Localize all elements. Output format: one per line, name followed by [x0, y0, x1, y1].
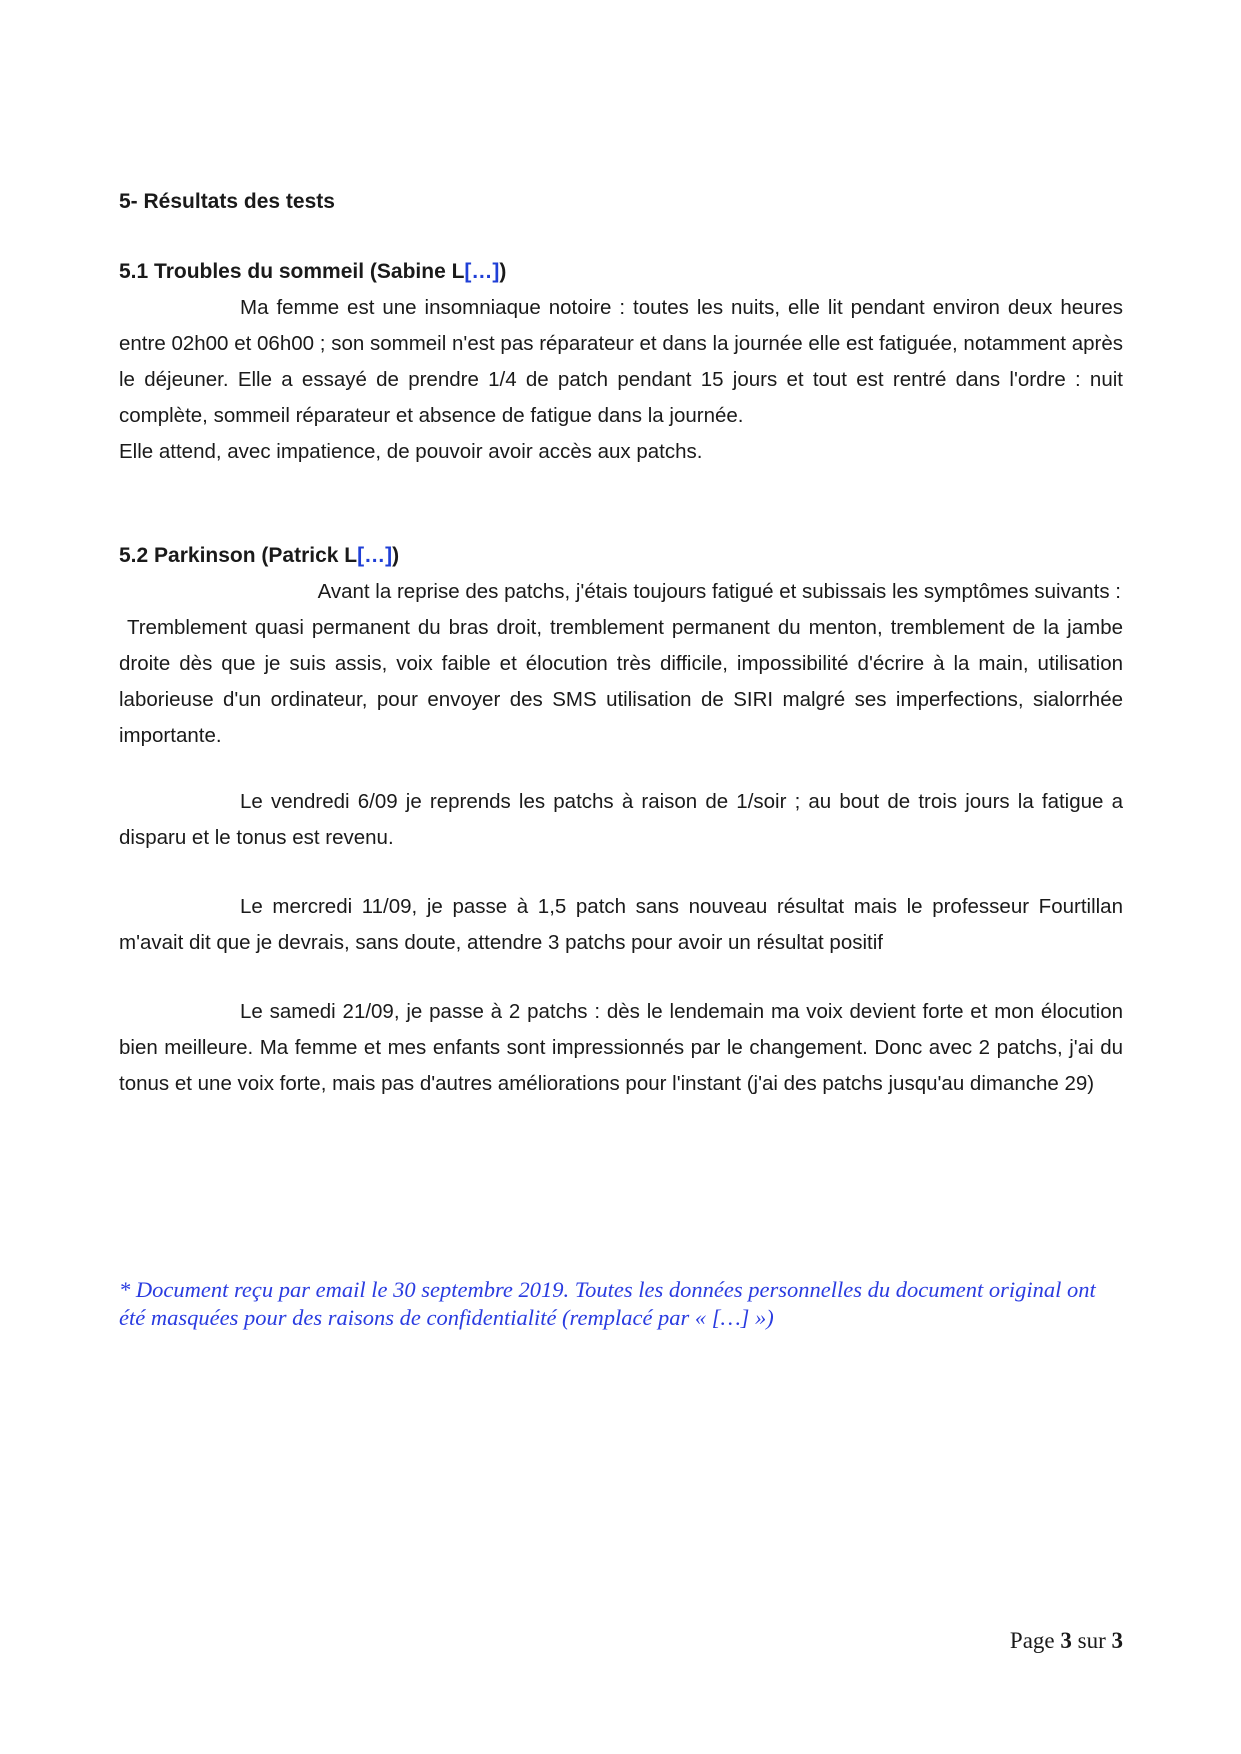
footer-of-word: sur	[1071, 1628, 1112, 1653]
section-5-2-paragraph-1109	[119, 889, 1123, 961]
footer-page-number: 3	[1060, 1628, 1072, 1653]
section-5-2-intro-text: Avant la reprise des patchs, j'étais toujours fatigué et subissais les symptômes suivants :	[317, 580, 1121, 603]
section-5-1-conclusion-text: Elle attend, avec impatience, de pouvoir avoir accès aux patchs.	[119, 440, 703, 463]
confidentiality-note	[119, 1276, 1123, 1332]
section-5-2-heading-text: 5.2 Parkinson (Patrick L	[119, 544, 358, 567]
page-footer	[1010, 1628, 1123, 1654]
section-5-2-paragraph-2109	[119, 994, 1123, 1102]
section-5-2-paragraph-0609	[119, 784, 1123, 856]
section-5-2-intro	[119, 574, 1123, 610]
footer-page-word: Page	[1009, 1628, 1061, 1653]
paragraph-2109-text: Le samedi 21/09, je passe à 2 patchs : dès le lendemain ma voix devient forte et mon élocution bien meilleure. Ma femme et mes enfants sont impressionnés par le changement. Donc avec 2 patchs, j'ai du tonus et une voix forte, mais pas d'autres améliorations pour l'instant (j'ai des patchs jusqu'au dimanche 29)	[119, 1000, 1123, 1095]
section-5-1-heading-text: 5.1 Troubles du sommeil (Sabine L	[119, 260, 465, 283]
paragraph-1109-text: Le mercredi 11/09, je passe à 1,5 patch sans nouveau résultat mais le professeur Fourtillan m'avait dit que je devrais, sans doute, attendre 3 patchs pour avoir un résultat positif	[119, 895, 1123, 954]
section-5-1-paragraph-text: Ma femme est une insomniaque notoire : toutes les nuits, elle lit pendant environ deux heures entre 02h00 et 06h00 ; son sommeil n'est pas réparateur et dans la journée elle est fatiguée, notamment après le déjeuner. Elle a essayé de prendre 1/4 de patch pendant 15 jours et tout est rentré dans l'ordre : nuit complète, sommeil réparateur et absence de fatigue dans la journée.	[119, 296, 1123, 427]
section-5-heading-text: 5- Résultats des tests	[119, 190, 335, 213]
section-5-2-symptoms-text: Tremblement quasi permanent du bras droit, tremblement permanent du menton, tremblement de la jambe droite dès que je suis assis, voix faible et élocution très difficile, impossibilité d'écrire à la main, utilisation laborieuse d'un ordinateur, pour envoyer des SMS utilisation de SIRI malgré ses imperfections, sialorrhée importante.	[119, 616, 1129, 747]
section-5-2-heading-close: )	[392, 544, 400, 567]
paragraph-0609-text: Le vendredi 6/09 je reprends les patchs à raison de 1/soir ; au bout de trois jours la fatigue a disparu et le tonus est revenu.	[119, 790, 1123, 849]
section-5-1-heading	[119, 260, 1123, 284]
confidentiality-note-text: * Document reçu par email le 30 septembre 2019. Toutes les données personnelles du document original ont été masquées pour des raisons de confidentialité (remplacé par « […] »)	[119, 1277, 1096, 1330]
section-5-1-heading-close: )	[499, 260, 507, 283]
section-5-2-heading	[119, 544, 1123, 568]
redacted-name-marker: […]	[464, 260, 500, 283]
section-5-1-conclusion	[119, 434, 1123, 470]
section-5-2-symptoms	[119, 610, 1129, 754]
footer-total-pages: 3	[1111, 1628, 1123, 1653]
section-5-heading	[119, 190, 1123, 214]
section-5-1-paragraph	[119, 290, 1123, 434]
redacted-name-marker: […]	[357, 544, 393, 567]
